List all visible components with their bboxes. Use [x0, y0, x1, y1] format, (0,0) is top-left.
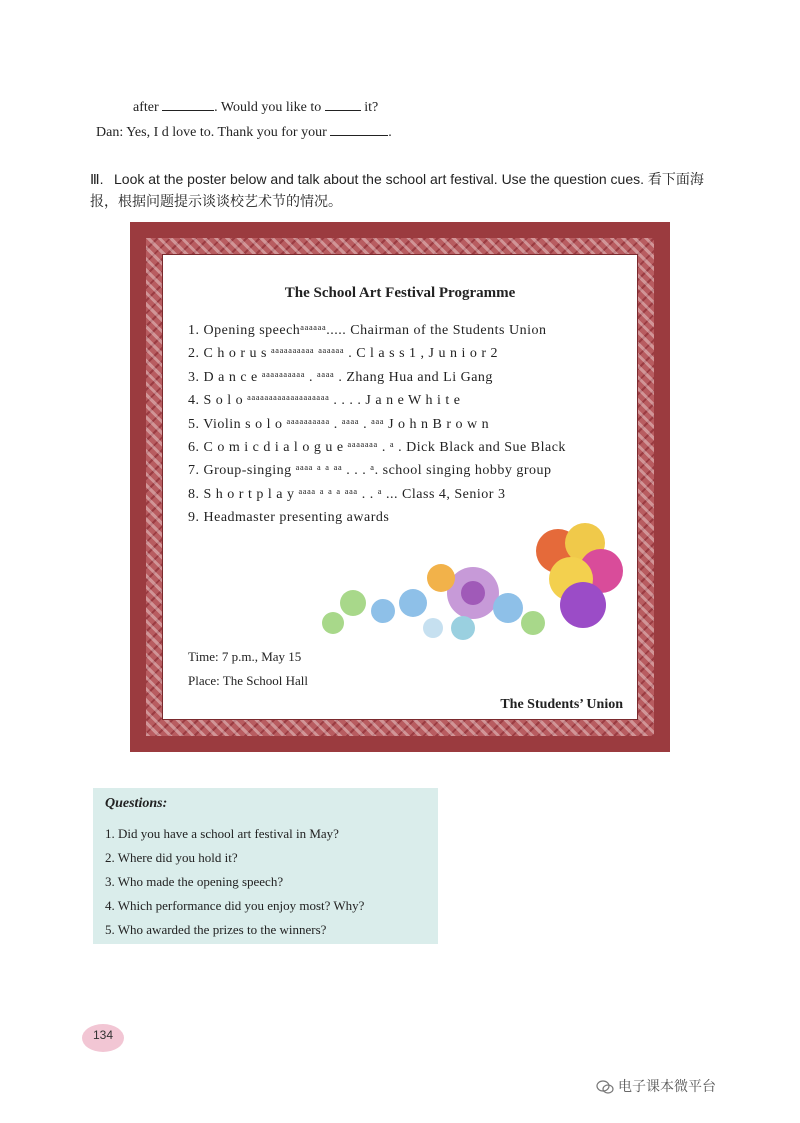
- instruction-text: Look at the poster below and talk about the school art festival. Use the question cues. 看下面海报，根据问题提示谈谈校艺术节的情况。: [90, 171, 704, 209]
- programme-item: 6. C o m i c d i a l o g u e ᵃᵃᵃᵃᵃᵃᵃ . ᵃ . Dick Black and Sue Black: [188, 439, 566, 455]
- page-number: 134: [82, 1024, 124, 1052]
- programme-item: 7. Group-singing ᵃᵃᵃᵃ ᵃ ᵃ ᵃᵃ . . . ᵃ. school singing hobby group: [188, 463, 552, 479]
- programme-item: 5. Violin s o l o ᵃᵃᵃᵃᵃᵃᵃᵃᵃᵃ . ᵃᵃᵃᵃ . ᵃᵃᵃ J o h n B r o w n: [188, 416, 490, 432]
- programme-item: 1. Opening speechᵃᵃᵃᵃᵃᵃ..... Chairman of the Students Union: [188, 323, 547, 338]
- festival-poster: [130, 222, 670, 752]
- green-flower: [340, 590, 366, 616]
- event-time: Time: 7 p.m., May 15: [188, 649, 302, 664]
- poster-organizer: The Students’ Union: [500, 697, 623, 712]
- answer-blank: [162, 98, 214, 111]
- questions-list: [105, 822, 364, 942]
- dialogue-line-2: [96, 123, 392, 141]
- programme-item: 9. Headmaster presenting awards: [188, 510, 390, 526]
- event-place: Place: The School Hall: [188, 673, 308, 688]
- question-item: 3. Who made the opening speech?: [105, 874, 284, 889]
- programme-item: 8. S h o r t p l a y ᵃᵃᵃᵃ ᵃ ᵃ ᵃ ᵃᵃᵃ . . ᵃ ... Class 4, Senior 3: [188, 486, 506, 502]
- questions-box: [93, 788, 438, 944]
- question-item: 4. Which performance did you enjoy most? Why?: [105, 898, 365, 913]
- answer-blank: [325, 98, 361, 111]
- question-item: 2. Where did you hold it?: [105, 850, 238, 865]
- programme-item: 2. C h o r u s ᵃᵃᵃᵃᵃᵃᵃᵃᵃᵃ ᵃᵃᵃᵃᵃᵃ . C l a s s 1 , J u n i o r 2: [188, 346, 499, 362]
- poster-title: The School Art Festival Programme: [284, 285, 516, 301]
- programme-item: 4. S o l o ᵃᵃᵃᵃᵃᵃᵃᵃᵃᵃᵃᵃᵃᵃᵃᵃᵃᵃᵃ . . . . J a n e W h i t e: [188, 393, 461, 409]
- poster-content: [162, 254, 638, 720]
- dialogue-text: Yes, I d love to. Thank you for your: [126, 125, 327, 140]
- dialogue-text: . Would you like to: [214, 100, 322, 115]
- watermark: [596, 1076, 716, 1096]
- dialogue-text: after: [133, 100, 159, 115]
- flowers-and-balloons-illustration: [313, 523, 633, 653]
- dialogue-text: .: [388, 125, 392, 140]
- blue-flower: [399, 589, 427, 617]
- exercise-number: Ⅲ.: [90, 171, 104, 187]
- exercise-instruction: [90, 168, 730, 212]
- question-item: 5. Who awarded the prizes to the winners?: [105, 922, 327, 937]
- watermark-text: 电子课本微平台: [618, 1079, 716, 1095]
- programme-item: 3. D a n c e ᵃᵃᵃᵃᵃᵃᵃᵃᵃᵃ . ᵃᵃᵃᵃ . Zhang Hua and Li Gang: [188, 369, 493, 385]
- question-item: 1. Did you have a school art festival in May?: [105, 826, 339, 841]
- dialogue-line-1: [133, 98, 378, 116]
- balloon-purple: [560, 582, 606, 628]
- wechat-icon: [596, 1080, 614, 1094]
- dialogue-text: it?: [364, 100, 379, 115]
- speaker-label: Dan:: [96, 125, 124, 140]
- questions-heading: Questions:: [105, 796, 168, 811]
- answer-blank: [330, 123, 388, 136]
- programme-list: [188, 319, 618, 530]
- yellow-flower: [427, 564, 455, 592]
